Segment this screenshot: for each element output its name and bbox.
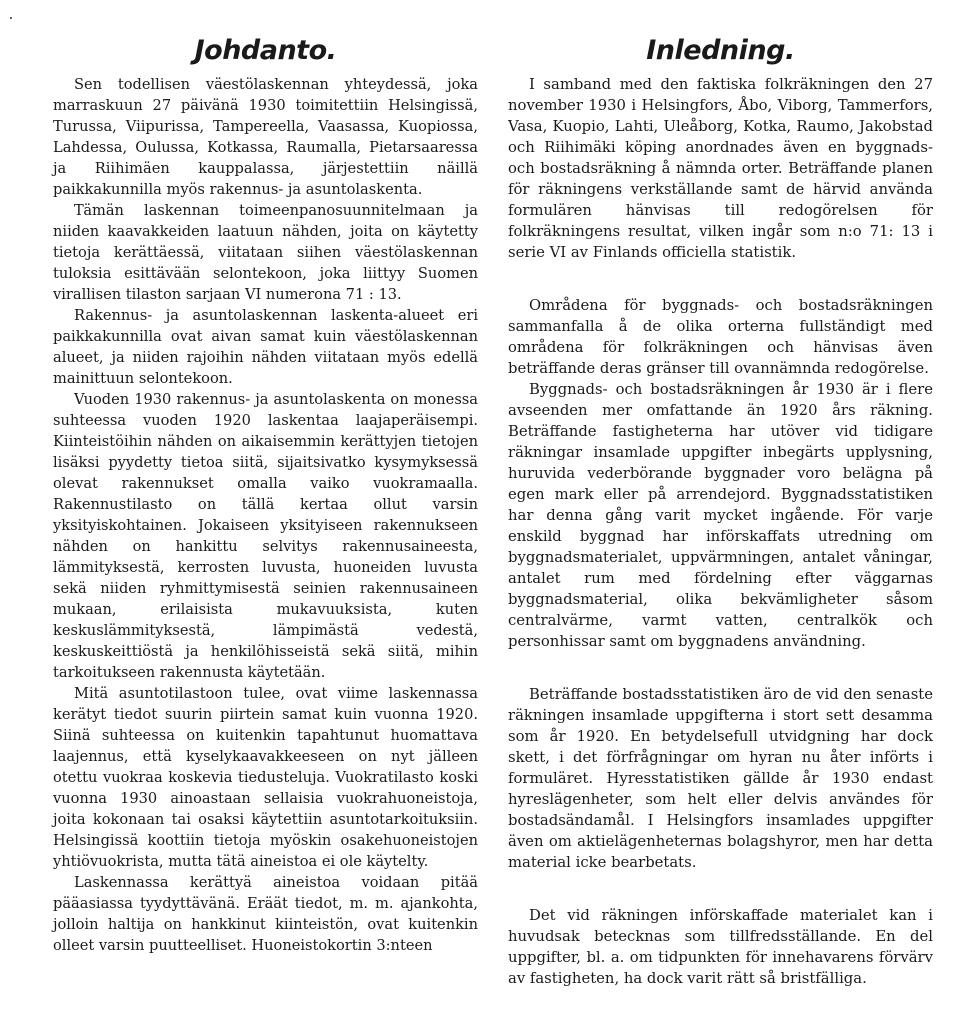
swedish-paragraph: Det vid räkningen införskaffade materialet kan i huvudsak betecknas som tillfredsställande. En del uppgifter, bl. a. om tidpunkten för innehavarens förvärv av fastigheten, ha dock varit rätt så bristfälliga.	[508, 907, 933, 987]
swedish-paragraph: I samband med den faktiska folkräkningen den 27 november 1930 i Helsingfors, Åbo, Viborg, Tammerfors, Vasa, Kuopio, Lahti, Uleåborg, Kotka, Raumo, Jakobstad och Riihimäki köping anordnades även en byggnads- och bostadsräkning å nämnda orter. Beträffande planen för räkningens verkställande samt de härvid använda formulären hänvisas till redogörelsen för folkräkningens resultat, vilken ingår som n:o 71: 13 i serie VI av Finlands officiella statistik.	[508, 76, 933, 261]
finnish-paragraph: Laskennassa kerättyä aineistoa voidaan pitää pääasiassa tyydyttävänä. Eräät tiedot, m. m. ajankohta, jolloin haltija on hankkinut kiinteistön, ovat kuitenkin olleet varsin puutteelliset. Huoneistokortin 3:nteen	[53, 874, 478, 954]
swedish-column	[508, 0, 933, 989]
swedish-paragraph: Beträffande bostadsstatistiken äro de vid den senaste räkningen insamlade uppgifterna i stort sett desamma som år 1920. En betydelsefull utvidgning har dock skett, i det förfrågningar om hyran nu åter införts i formuläret. Hyresstatistiken gällde år 1930 endast hyreslägenheter, som helt eller delvis användes för bostadsändamål. I Helsingfors insamlades uppgifter även om aktielägenheternas bolagshyror, men har detta material icke bearbetats.	[508, 686, 933, 871]
finnish-paragraph: Vuoden 1930 rakennus- ja asuntolaskenta on monessa suhteessa vuoden 1920 laskentaa laajaperäisempi. Kiinteistöihin nähden on aikaisemmin kerättyjen tietojen lisäksi pyydetty tietoa siitä, sijaitsivatko kysymyksessä olevat rakennukset omalla vaiko vuokramaalla. Rakennustilasto on tällä kertaa ollut varsin yksityiskohtainen. Jokaiseen yksityiseen rakennukseen nähden on hankittu selvitys rakennusaineesta, lämmityksestä, kerrosten luvusta, huoneiden luvusta sekä niiden ryhmittymisestä seinien rakennusaineen mukaan, erilaisista mukavuuksista, kuten keskuslämmityksestä, lämpimästä vedestä, keskuskeittiöstä ja henkilöhisseistä sekä siitä, mihin tarkoitukseen rakennusta käytetään.	[53, 391, 478, 681]
finnish-paragraph: Mitä asuntotilastoon tulee, ovat viime laskennassa kerätyt tiedot suurin piirtein samat kuin vuonna 1920. Siinä suhteessa on kuitenkin tapahtunut huomattava laajennus, että kyselykaavakkeeseen on nyt jälleen otettu vuokraa koskevia tiedusteluja. Vuokratilasto koski vuonna 1930 ainoastaan sellaisia vuokrahuoneistoja, joita kokonaan tai osaksi käytettiin asuntotarkoituksiin. Helsingissä koottiin tietoja myöskin osakehuoneistojen yhtiövuokrista, mutta tätä aineistoa ei ole käytelty.	[53, 685, 478, 870]
finnish-heading: Johdanto.	[194, 35, 337, 66]
swedish-paragraph: Byggnads- och bostadsräkningen år 1930 är i flere avseenden mer omfattande än 1920 års räkning. Beträffande fastigheterna har utöver vid tidigare räkningar insamlade uppgifter inbegärts upplysning, huruvida vederbörande byggnader voro belägna på egen mark eller på arrendejord. Byggnadsstatistiken har denna gång varit mycket ingående. För varje enskild byggnad har införskaffats utredning om byggnadsmaterialet, uppvärmningen, antalet våningar, antalet rum med fördelning efter väggarnas byggnadsmaterial, olika bekvämligheter såsom centralvärme, varmt vatten, centralkök och personhissar samt om byggnadens användning.	[508, 381, 933, 650]
finnish-paragraph: Rakennus- ja asuntolaskennan laskenta-alueet eri paikkakunnilla ovat aivan samat kuin väestölaskennan alueet, ja niiden rajoihin nähden viitataan myös edellä mainittuun selontekoon.	[53, 307, 478, 387]
swedish-paragraph: Områdena för byggnads- och bostadsräkningen sammanfalla å de olika orterna fullständigt med områdena för folkräkningen och hänvisas även beträffande deras gränser till ovannämnda redogörelse.	[508, 297, 933, 377]
finnish-paragraph: Tämän laskennan toimeenpanosuunnitelmaan ja niiden kaavakkeiden laatuun nähden, joita on käytetty tietoja kerättäessä, viitataan siihen väestölaskennan tuloksia esittävään selontekoon, joka liittyy Suomen virallisen tilaston sarjaan VI numerona 71 : 13.	[53, 202, 478, 303]
finnish-column	[53, 0, 478, 956]
print-speck	[10, 17, 12, 19]
finnish-paragraph: Sen todellisen väestölaskennan yhteydessä, joka marraskuun 27 päivänä 1930 toimitettiin Helsingissä, Turussa, Viipurissa, Tampereella, Vaasassa, Kuopiossa, Lahdessa, Oulussa, Kotkassa, Raumalla, Pietarsaaressa ja Riihimäen kauppalassa, järjestettiin näillä paikkakunnilla myös rakennus- ja asuntolaskenta.	[53, 76, 478, 198]
swedish-heading: Inledning.	[646, 35, 795, 66]
